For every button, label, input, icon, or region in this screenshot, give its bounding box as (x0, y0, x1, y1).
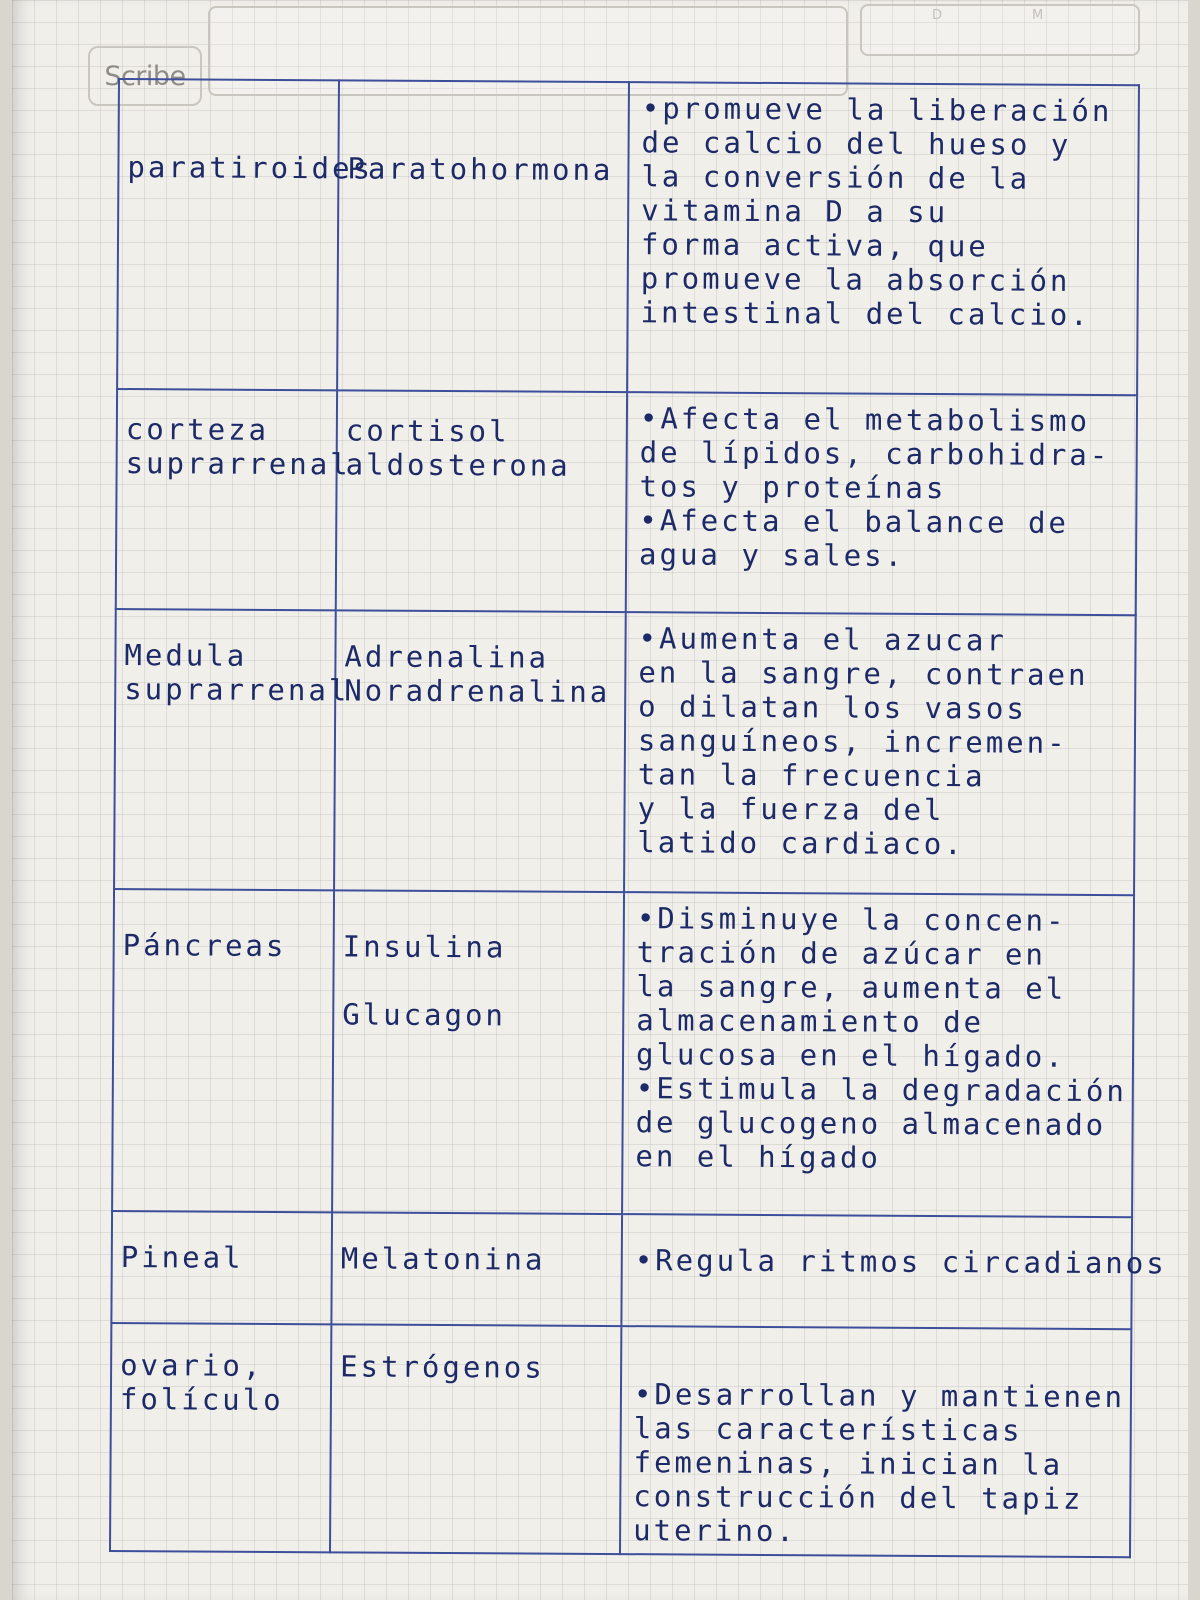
function-line: •Afecta el metabolismo (639, 401, 1091, 438)
gland-line: ovario, (120, 1348, 264, 1383)
function-line: sanguíneos, incremen- (637, 723, 1068, 760)
hormone-line: Adrenalina (344, 639, 550, 675)
function-line: y la fuerza del (637, 791, 945, 828)
hormone-table-container (109, 78, 1167, 1554)
function-cell (627, 82, 1139, 395)
function-line: tos y proteínas (639, 469, 947, 506)
function-line: •Regula ritmos circadianos (634, 1243, 1167, 1281)
hormone-line: Insulina (342, 929, 507, 965)
function-line: almacenamiento de (636, 1003, 985, 1040)
gland-cell (111, 1211, 332, 1324)
gland-line: Páncreas (122, 928, 287, 964)
function-line: tan la frecuencia (637, 757, 986, 794)
function-cell (622, 892, 1134, 1217)
brand-logo: Scribe (88, 46, 202, 106)
hormone-line: aldosterona (345, 447, 571, 483)
hormone-cell (331, 1212, 622, 1326)
function-line: la sangre, aumenta el (636, 969, 1067, 1006)
function-line: de lípidos, carbohidra- (639, 435, 1111, 473)
function-cell (621, 1214, 1167, 1329)
function-line: la conversión de la (641, 159, 1031, 196)
table-row (110, 1323, 1131, 1557)
header-month-label: M (1032, 8, 1044, 23)
hormone-line: Melatonina (340, 1241, 546, 1277)
function-line: tración de azúcar en (636, 935, 1046, 972)
function-line: intestinal del calcio. (640, 295, 1091, 332)
hormone-cell (337, 80, 629, 392)
hormone-line: Estrógenos (340, 1349, 545, 1385)
function-line: construcción del tapiz (633, 1479, 1084, 1516)
function-line: •Aumenta el azucar (638, 621, 1007, 658)
table-row (111, 1211, 1132, 1329)
function-line: •Desarrollan y mantienen (633, 1377, 1126, 1415)
hormone-cell (334, 610, 626, 892)
gland-cell (112, 889, 334, 1212)
hormone-line: Paratohormona (347, 151, 614, 188)
function-line: uterino. (633, 1513, 797, 1549)
table-body (110, 79, 1167, 1557)
function-line: •Disminuye la concen- (636, 901, 1067, 938)
gland-cell (116, 389, 351, 610)
hormone-line (342, 963, 614, 999)
gland-cell (110, 1323, 331, 1552)
function-cell (624, 612, 1136, 895)
function-line: en la sangre, contraen (638, 655, 1089, 692)
gland-cell (117, 79, 374, 390)
gland-line: Pineal (120, 1240, 244, 1275)
function-line: agua y sales. (638, 537, 906, 573)
hormone-cell (332, 890, 624, 1214)
header-date-field (860, 4, 1140, 56)
function-line: vitamina D a su (641, 193, 949, 230)
function-line: de calcio del hueso y (641, 125, 1072, 162)
function-line: o dilatan los vasos (638, 689, 1028, 726)
function-line: las características (633, 1411, 1023, 1448)
hormone-table (109, 78, 1167, 1558)
function-cell (626, 392, 1137, 615)
function-line: glucosa en el hígado. (635, 1037, 1066, 1074)
notebook-page (12, 0, 1188, 1600)
function-cell (620, 1326, 1131, 1557)
function-line: •Estimula la degradación (635, 1071, 1127, 1109)
gland-line: folículo (119, 1382, 284, 1418)
hormone-cell (330, 1324, 621, 1554)
gland-line: paratiroides (127, 150, 374, 186)
function-line: promueve la absorción (640, 261, 1071, 298)
hormone-line: cortisol (345, 413, 510, 449)
hormone-cell (336, 390, 627, 612)
table-row (114, 609, 1136, 895)
hormone-line: Noradrenalina (344, 673, 611, 710)
gland-cell (114, 609, 350, 890)
gland-line: suprarrenal (124, 672, 350, 708)
function-line: forma activa, que (640, 227, 989, 264)
gland-line: corteza (125, 412, 270, 447)
table-row (117, 79, 1139, 395)
function-line: de glucogeno almacenado (635, 1105, 1107, 1143)
table-row (116, 389, 1137, 615)
gland-line: Medula (124, 638, 248, 673)
header-day-label: D (932, 8, 943, 23)
table-row (112, 889, 1134, 1217)
hormone-line: Glucagon (342, 997, 507, 1033)
gland-line: suprarrenal (125, 446, 351, 482)
function-line: latido cardiaco. (637, 825, 965, 862)
function-line: en el hígado (635, 1139, 882, 1175)
function-line: •Afecta el balance de (639, 503, 1070, 540)
function-line: •promueve la liberación (641, 91, 1113, 129)
function-line: femeninas, inician la (633, 1445, 1064, 1482)
